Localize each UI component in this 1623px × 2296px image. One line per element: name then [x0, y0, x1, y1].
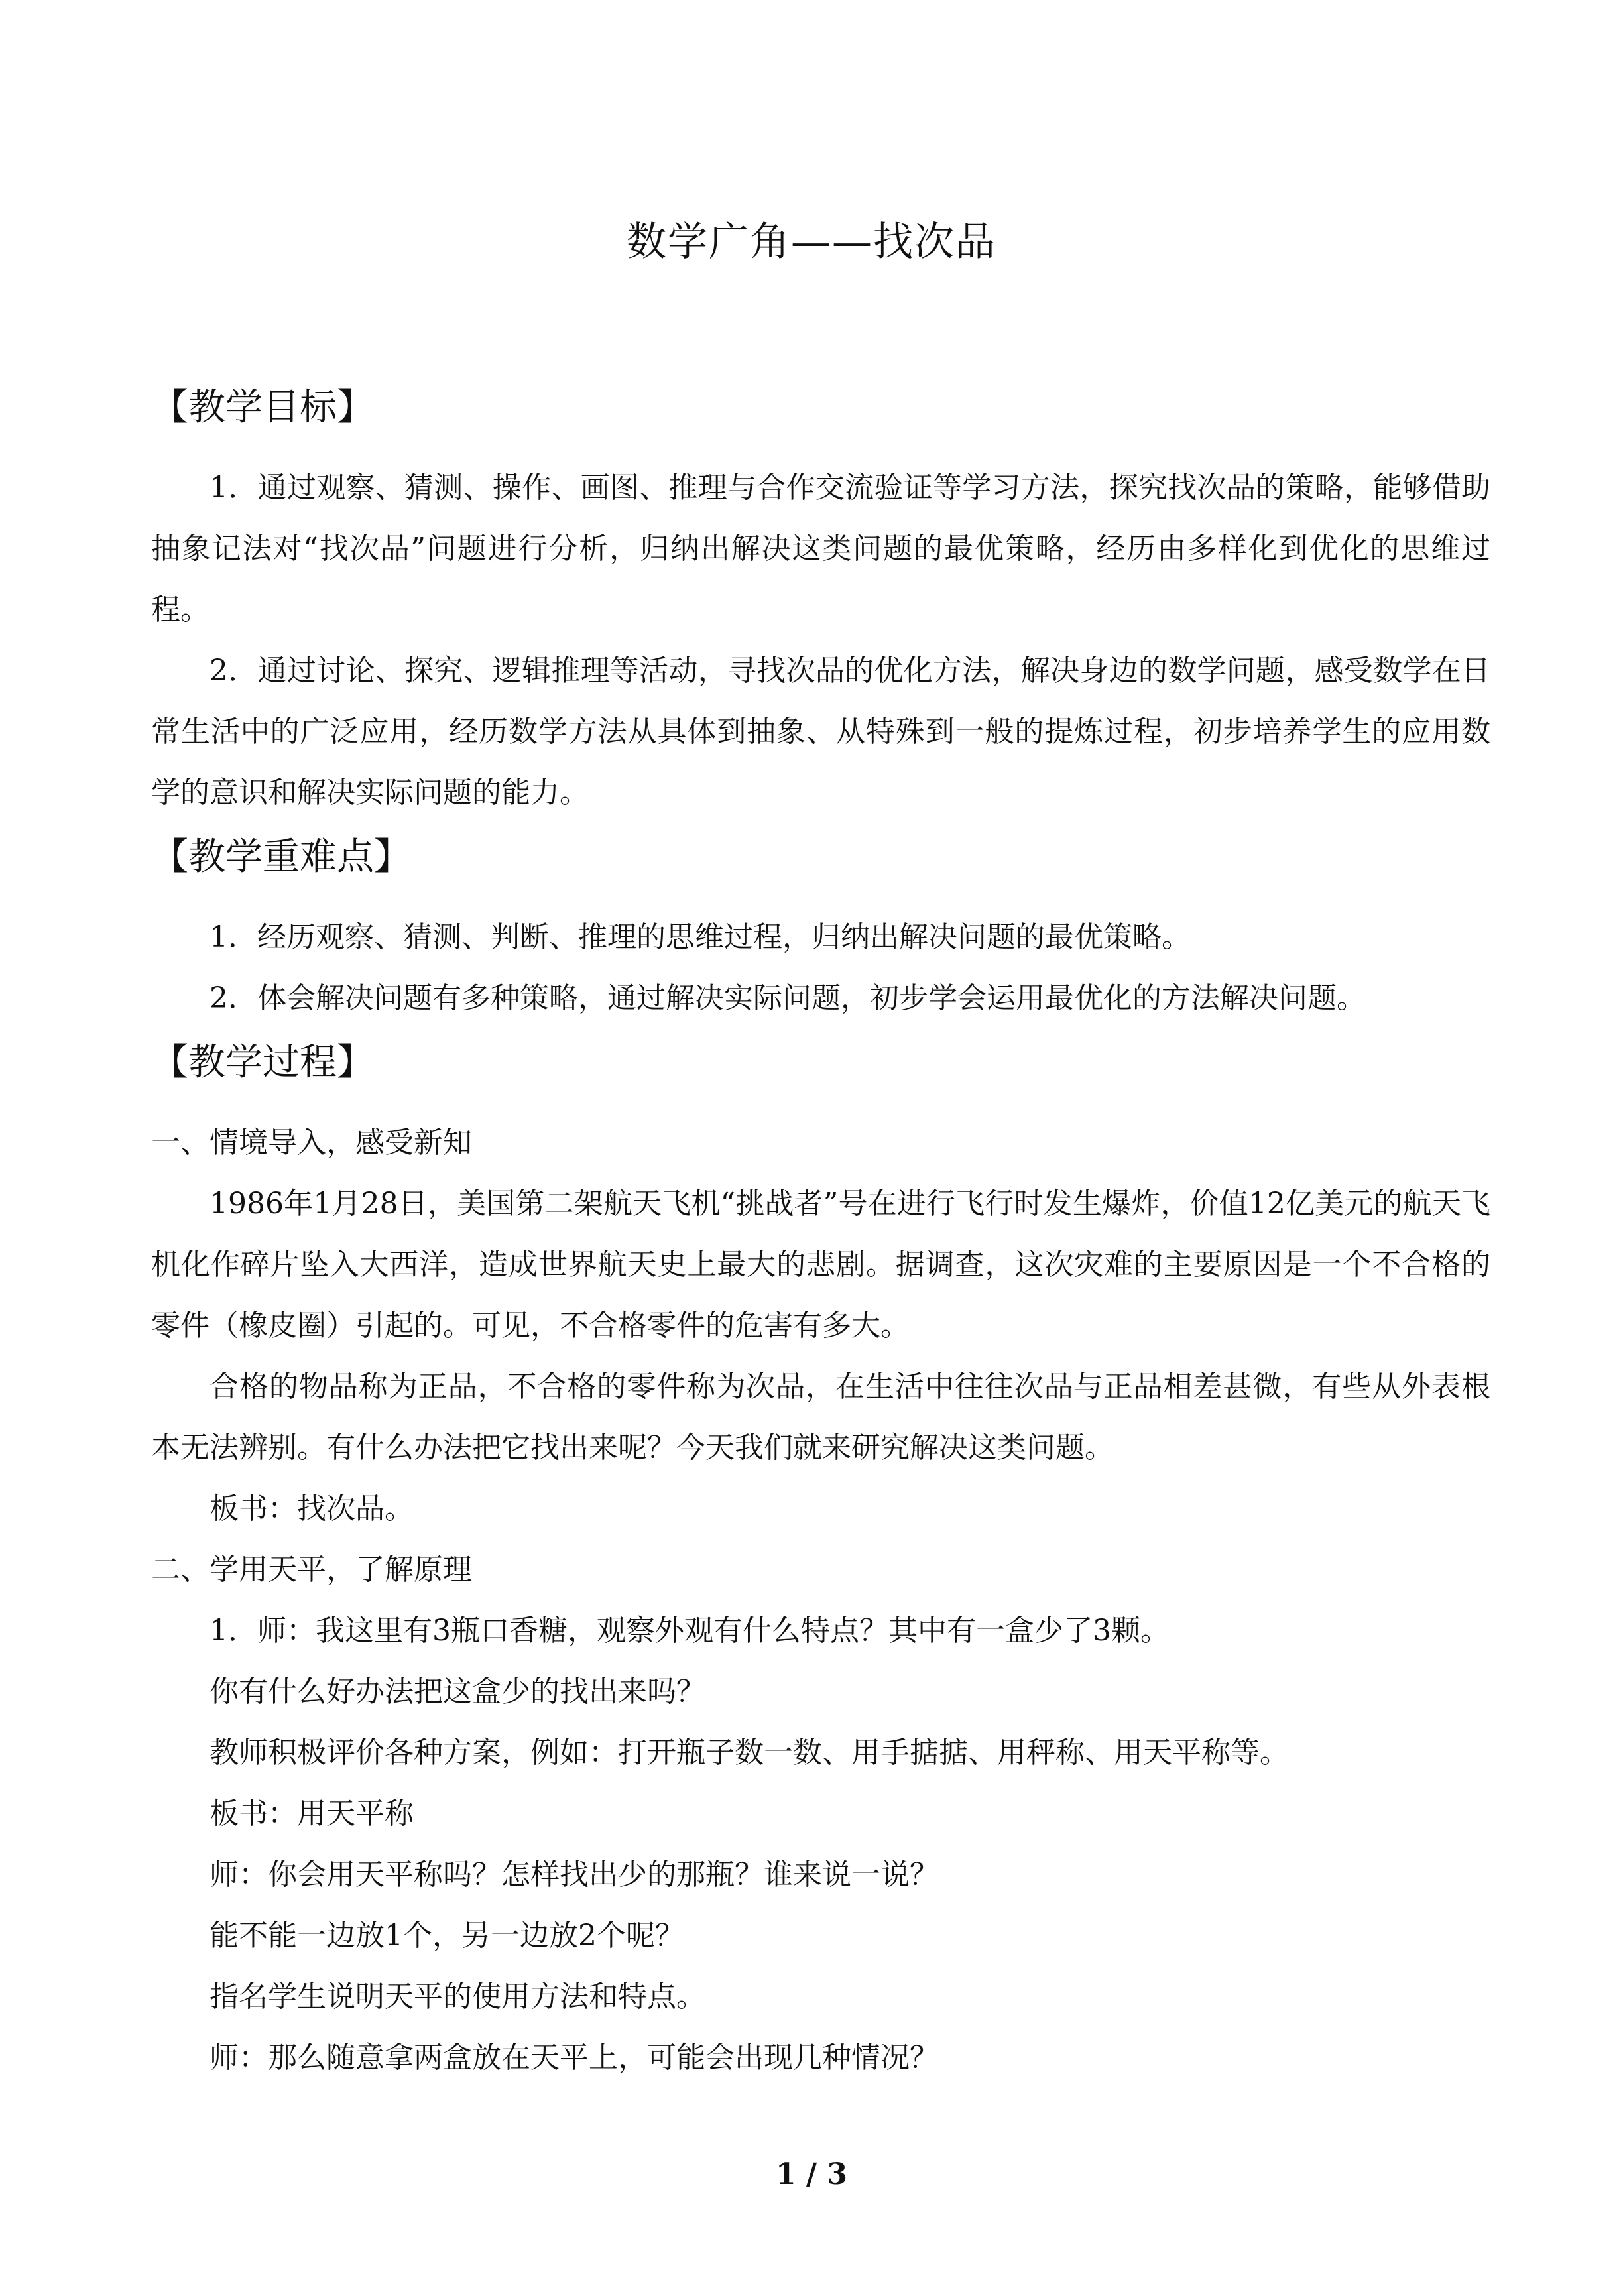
goal-item-2: 2．通过讨论、探究、逻辑推理等活动，寻找次品的优化方法，解决身边的数学问题，感受数学在日常生活中的广泛应用，经历数学方法从具体到抽象、从特殊到一般的提炼过程，初步培养学生的应用数学的意识和解决实际问题的能力。	[151, 654, 1490, 810]
process-part2-line-6: 能不能一边放1个，另一边放2个呢？	[210, 1919, 684, 1953]
process-part2-line-5: 师：你会用天平称吗？怎样找出少的那瓶？谁来说一说？	[210, 1858, 939, 1892]
process-part1-paragraph-2: 合格的物品称为正品，不合格的零件称为次品，在生活中往往次品与正品相差甚微，有些从外表根本无法辨别。有什么办法把它找出来呢？今天我们就来研究解决这类问题。	[151, 1370, 1490, 1465]
process-part2-line-3: 教师积极评价各种方案，例如：打开瓶子数一数、用手掂掂、用秤称、用天平称等。	[210, 1736, 1289, 1770]
process-part1-title: 一、情境导入，感受新知	[151, 1126, 472, 1160]
document-body	[151, 378, 1490, 2088]
section-heading-key-points: 【教学重难点】	[151, 835, 411, 878]
document-title: 数学广角——找次品	[627, 219, 996, 265]
goal-item-1: 1．通过观察、猜测、操作、画图、推理与合作交流验证等学习方法，探究找次品的策略，能够借助抽象记法对“找次品”问题进行分析，归纳出解决这类问题的最优策略，经历由多样化到优化的思维过程。	[151, 471, 1490, 627]
page-number: 1 / 3	[776, 2157, 847, 2191]
process-part2-line-7: 指名学生说明天平的使用方法和特点。	[210, 1980, 705, 2014]
process-part1-board: 板书：找次品。	[210, 1492, 414, 1526]
process-part2-line-8: 师：那么随意拿两盒放在天平上，可能会出现几种情况？	[210, 2041, 939, 2075]
key-point-item-2: 2．体会解决问题有多种策略，通过解决实际问题，初步学会运用最优化的方法解决问题。	[210, 981, 1366, 1015]
process-part2-line-1: 1．师：我这里有3瓶口香糖，观察外观有什么特点？其中有一盒少了3颗。	[210, 1614, 1170, 1648]
key-point-item-1: 1．经历观察、猜测、判断、推理的思维过程，归纳出解决问题的最优策略。	[210, 920, 1191, 954]
process-part2-line-4: 板书：用天平称	[210, 1797, 414, 1831]
section-heading-process: 【教学过程】	[151, 1041, 374, 1084]
section-heading-goals: 【教学目标】	[151, 386, 374, 429]
process-part2-title: 二、学用天平，了解原理	[151, 1553, 472, 1587]
process-part2-line-2: 你有什么好办法把这盒少的找出来吗？	[210, 1675, 705, 1709]
process-part1-paragraph-1: 1986年1月28日，美国第二架航天飞机“挑战者”号在进行飞行时发生爆炸，价值12亿美元的航天飞机化作碎片坠入大西洋，造成世界航天史上最大的悲剧。据调查，这次灾难的主要原因是一个不合格的零件（橡皮圈）引起的。可见，不合格零件的危害有多大。	[151, 1187, 1490, 1343]
